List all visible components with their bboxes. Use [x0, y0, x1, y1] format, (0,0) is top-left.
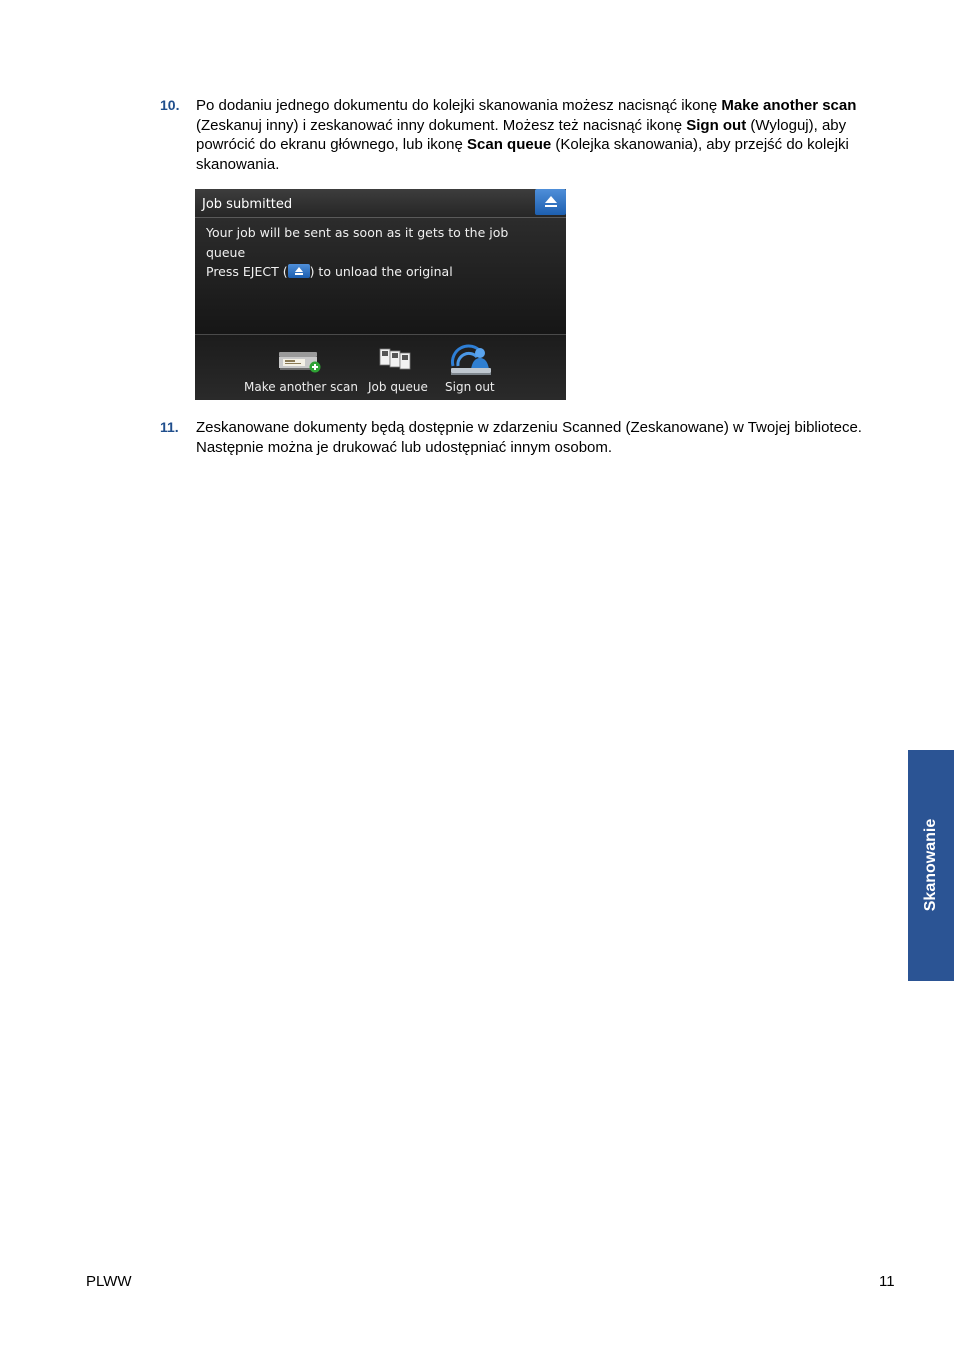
message-line: Press EJECT ( ) to unload the original — [206, 264, 453, 279]
step-text-part: Po dodaniu jednego dokumentu do kolejki skanowania możesz nacisnąć ikonę — [196, 97, 722, 114]
message-line: Your job will be sent as soon as it gets to the job — [206, 225, 509, 240]
scan-queue-term: Scan queue — [467, 136, 552, 153]
make-another-scan-term: Make another scan — [721, 97, 857, 114]
chapter-tab-label: Skanowanie — [922, 818, 939, 912]
step-text-part: (Wyloguj), aby powrócić do ekranu głównego, lub ikonę — [196, 116, 847, 153]
step-text — [196, 96, 895, 174]
step-number: 11. — [160, 419, 179, 435]
panel-header — [195, 189, 566, 218]
scanner-icon — [277, 349, 323, 373]
panel-message — [195, 218, 566, 335]
job-queue-label: Job queue — [368, 380, 428, 394]
sign-out-label: Sign out — [445, 380, 495, 394]
make-another-scan-label: Make another scan — [244, 380, 358, 394]
eject-icon — [545, 196, 557, 203]
message-line: queue — [206, 245, 246, 260]
step-text-part: (Zeskanuj inny) i zeskanować inny dokument. Możesz też nacisnąć ikonę — [196, 116, 687, 134]
panel-title: Job submitted — [202, 197, 293, 212]
step-number: 10. — [160, 97, 180, 113]
sign-out-button[interactable] — [440, 335, 505, 400]
job-submitted-screen — [195, 189, 566, 400]
make-another-scan-button[interactable] — [239, 335, 364, 400]
sign-out-term: Sign out — [686, 116, 747, 134]
job-queue-icon — [379, 347, 413, 373]
step-11 — [160, 418, 895, 457]
footer-locale: PLWW — [86, 1273, 132, 1290]
page-number: 11 — [879, 1273, 895, 1290]
panel-actions — [195, 335, 566, 400]
eject-button[interactable] — [535, 189, 566, 215]
step-text-part: Zeskanowane dokumenty będą dostępnie w zdarzeniu Scanned (Zeskanowane) w Twojej bibliotece. Następnie można je drukować lub udostępniać innym osobom. — [196, 419, 862, 456]
eject-icon — [288, 264, 310, 278]
job-queue-button[interactable] — [365, 335, 435, 400]
step-text-part: (Kolejka skanowania), aby przejść do kolejki skanowania. — [196, 136, 849, 173]
sign-out-icon — [447, 342, 495, 376]
chapter-tab — [908, 750, 954, 981]
step-text — [196, 418, 895, 457]
step-10 — [160, 96, 895, 174]
